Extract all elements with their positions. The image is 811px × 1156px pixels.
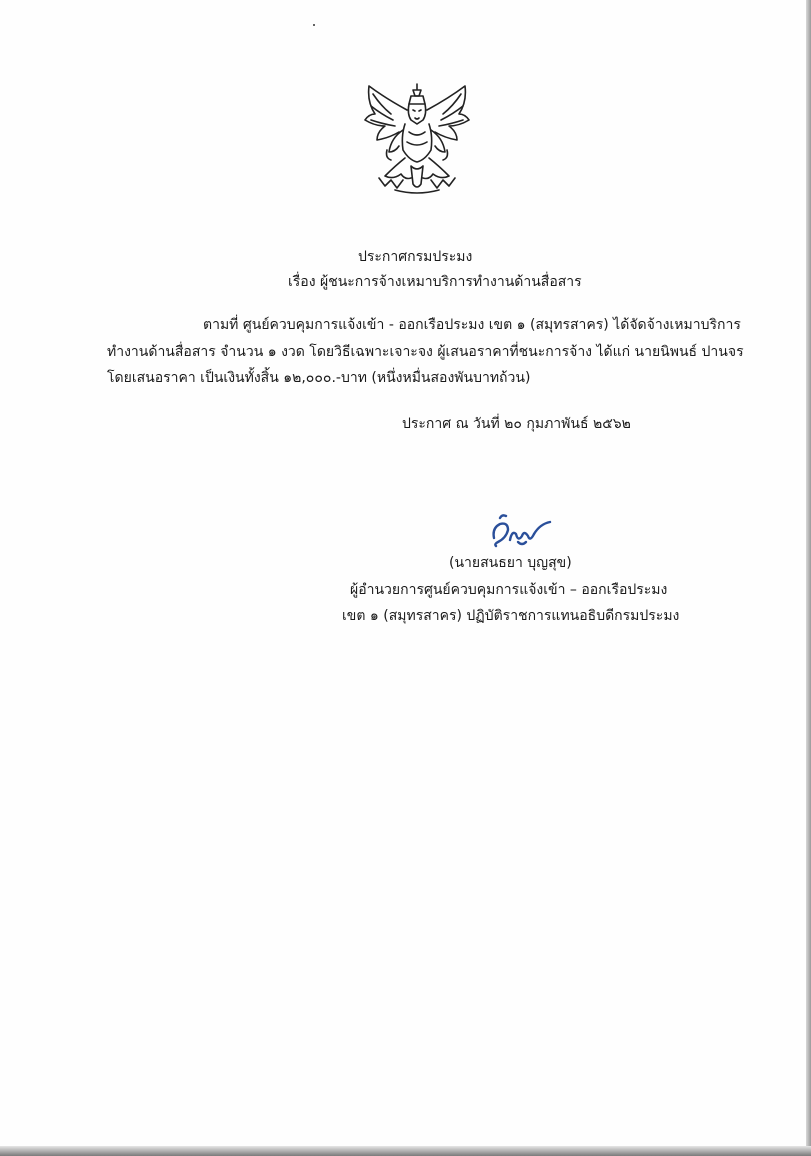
signer-position-detail: เขต ๑ (สมุทรสาคร) ปฏิบัติราชการแทนอธิบดีกรมประมง <box>342 608 680 624</box>
announcement-subject: เรื่อง ผู้ชนะการจ้างเหมาบริการทำงานด้านสื่อสาร <box>288 274 582 290</box>
signer-position: ผู้อำนวยการศูนย์ควบคุมการแจ้งเข้า – ออกเรือประมง <box>350 582 668 598</box>
scan-edge-right <box>806 0 811 1156</box>
garuda-emblem-icon <box>355 80 480 198</box>
handwritten-signature <box>486 512 556 552</box>
scan-speck <box>313 24 315 26</box>
announcement-date: ประกาศ ณ วันที่ ๒๐ กุมภาพันธ์ ๒๕๖๒ <box>402 416 631 432</box>
scan-edge-bottom <box>0 1146 811 1156</box>
body-line: ตามที่ ศูนย์ควบคุมการแจ้งเข้า - ออกเรือประมง เขต ๑ (สมุทรสาคร) ได้จัดจ้างเหมาบริการ <box>203 317 741 333</box>
announcement-title: ประกาศกรมประมง <box>358 249 473 265</box>
body-line: โดยเสนอราคา เป็นเงินทั้งสิ้น ๑๒,๐๐๐.-บาท (หนึ่งหมื่นสองพันบาทถ้วน) <box>107 370 531 386</box>
signer-name: (นายสนธยา บุญสุข) <box>449 555 572 571</box>
body-line: ทำงานด้านสื่อสาร จำนวน ๑ งวด โดยวิธีเฉพาะเจาะจง ผู้เสนอราคาที่ชนะการจ้าง ได้แก่ นายนิพนธ์ ปานจร <box>107 344 744 360</box>
